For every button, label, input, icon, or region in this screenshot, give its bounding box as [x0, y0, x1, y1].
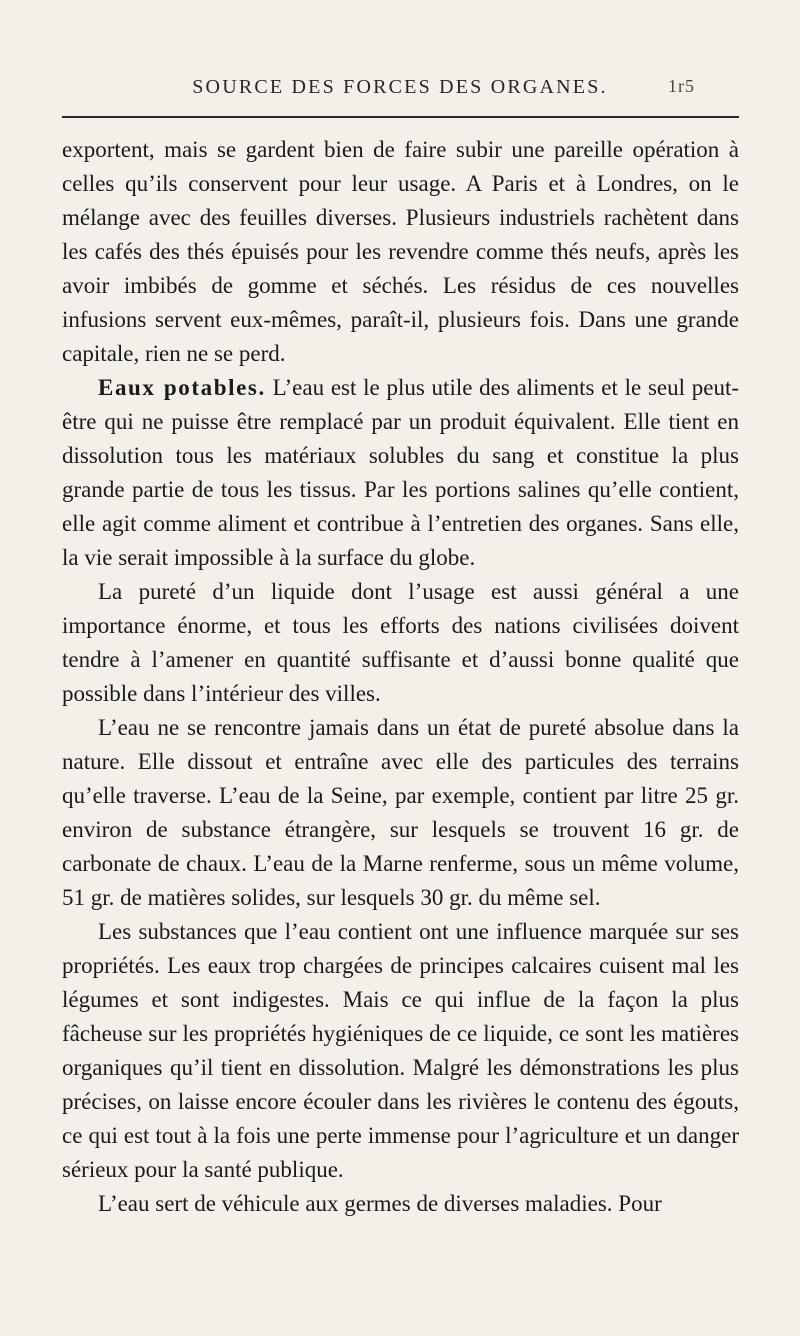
- section-heading-eaux-potables: Eaux potables.: [98, 375, 266, 400]
- paragraph-germes: L’eau sert de véhicule aux germes de diverses maladies. Pour: [98, 1191, 662, 1216]
- running-head: [0, 76, 800, 106]
- body-text: [62, 133, 739, 1221]
- paragraph-tea-continuation: exportent, mais se gardent bien de faire subir une pareille opération à celles qu’ils conservent pour leur usage. A Paris et à Londres, on le mélange avec des feuilles diverses. Plusieurs industriels rachètent dans les cafés des thés épuisés pour les revendre comme thés neufs, après les avoir imbibés de gomme et séchés. Les résidus de ces nouvelles infusions servent eux-mêmes, paraît-il, plusieurs fois. Dans une grande capitale, rien ne se perd.: [62, 137, 739, 366]
- running-title: SOURCE DES FORCES DES ORGANES.: [192, 76, 608, 98]
- paragraph-eaux-potables: [62, 371, 739, 575]
- header-rule: [62, 116, 739, 118]
- page-number: 1r5: [668, 76, 695, 96]
- paragraph-substances: Les substances que l’eau contient ont une influence marquée sur ses propriétés. Les eaux trop chargées de principes calcaires cuisent mal les légumes et sont indigestes. Mais ce qui influe de la façon la plus fâcheuse sur les propriétés hygiéniques de ce liquide, ce sont les matières organiques qu’il tient en dissolution. Malgré les démonstrations les plus précises, on laisse encore écouler dans les rivières le contenu des égouts, ce qui est tout à la fois une perte immense pour l’agriculture et un danger sérieux pour la santé publique.: [62, 919, 739, 1182]
- paragraph-nature: L’eau ne se rencontre jamais dans un état de pureté absolue dans la nature. Elle dissout et entraîne avec elle des particules des terrains qu’elle traverse. L’eau de la Seine, par exemple, contient par litre 25 gr. environ de substance étrangère, sur lesquels se trouvent 16 gr. de carbonate de chaux. L’eau de la Marne renferme, sous un même volume, 51 gr. de matières solides, sur lesquels 30 gr. du même sel.: [62, 715, 739, 910]
- paragraph-purete: La pureté d’un liquide dont l’usage est aussi général a une importance énorme, et tous les efforts des nations civilisées doivent tendre à l’amener en quantité suffisante et d’aussi bonne qualité que possible dans l’intérieur des villes.: [62, 579, 739, 706]
- paragraph-eaux-potables-text: L’eau est le plus utile des aliments et le seul peut-être qui ne puisse être remplacé par un produit équivalent. Elle tient en dissolution tous les matériaux solubles du sang et constitue la plus grande partie de tous les tissus. Par les portions salines qu’elle contient, elle agit comme aliment et contribue à l’entretien des organes. Sans elle, la vie serait impossible à la surface du globe.: [62, 375, 739, 570]
